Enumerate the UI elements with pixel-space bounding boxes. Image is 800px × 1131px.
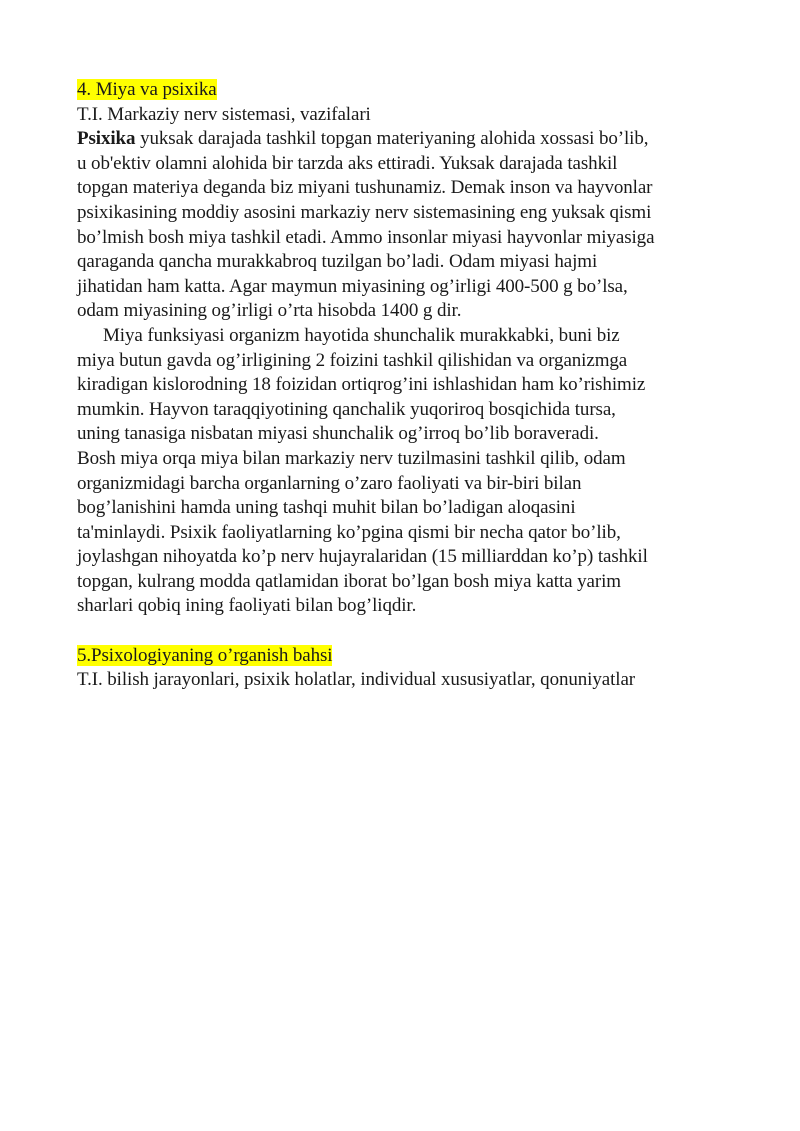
section-5-key-terms: T.I. bilish jarayonlari, psixik holatlar, individual xususiyatlar, qonuniyatlar bbox=[77, 669, 636, 691]
section-4-heading: 4. Miya va psixika bbox=[77, 79, 217, 100]
paragraph-line: organizmidagi barcha organlarning o’zaro faoliyati va bir-biri bilan bbox=[77, 472, 582, 494]
paragraph-line: u ob'ektiv olamni alohida bir tarzda aks ettiradi. Yuksak darajada tashkil bbox=[77, 152, 618, 174]
paragraph-line: mumkin. Hayvon taraqqiyotining qanchalik yuqoriroq bosqichida tursa, bbox=[77, 398, 616, 420]
paragraph-line: psixikasining moddiy asosini markaziy nerv sistemasining eng yuksak qismi bbox=[77, 201, 652, 223]
paragraph-line: odam miyasining og’irligi o’rta hisobda 1400 g dir. bbox=[77, 300, 462, 322]
paragraph-line: qaraganda qancha murakkabroq tuzilgan bo’ladi. Odam miyasi hajmi bbox=[77, 251, 598, 273]
paragraph-line: Bosh miya orqa miya bilan markaziy nerv tuzilmasini tashkil qilib, odam bbox=[77, 447, 626, 469]
paragraph-line: jihatidan ham katta. Agar maymun miyasining og’irligi 400-500 g bo’lsa, bbox=[77, 275, 628, 297]
blank-line bbox=[77, 619, 757, 644]
section-4-heading-line bbox=[77, 78, 757, 103]
section-5-heading-line bbox=[77, 644, 757, 669]
section-4-key-terms: T.I. Markaziy nerv sistemasi, vazifalari bbox=[77, 103, 371, 125]
paragraph-line: kiradigan kislorodning 18 foizidan ortiqrog’ini ishlashidan ham ko’rishimiz bbox=[77, 374, 646, 396]
paragraph-line: Miya funksiyasi organizm hayotida shunchalik murakkabki, buni biz bbox=[103, 324, 620, 346]
term-psixika: Psixika bbox=[77, 128, 136, 150]
paragraph-line: topgan materiya deganda biz miyani tushunamiz. Demak inson va hayvonlar bbox=[77, 177, 653, 199]
paragraph-line: bog’lanishini hamda uning tashqi muhit bilan bo’ladigan aloqasini bbox=[77, 497, 576, 519]
document-page bbox=[77, 78, 757, 693]
paragraph-line: Psixika yuksak darajada tashkil topgan materiyaning alohida xossasi bo’lib, bbox=[77, 128, 649, 150]
paragraph-line: miya butun gavda og’irligining 2 foizini tashkil qilishidan va organizmga bbox=[77, 349, 628, 371]
paragraph-line: topgan, kulrang modda qatlamidan iborat bo’lgan bosh miya katta yarim bbox=[77, 570, 621, 592]
section-4-paragraph-2 bbox=[77, 324, 757, 619]
paragraph-line: bo’lmish bosh miya tashkil etadi. Ammo insonlar miyasi hayvonlar miyasiga bbox=[77, 226, 655, 248]
paragraph-line: uning tanasiga nisbatan miyasi shunchalik og’irroq bo’lib boraveradi. bbox=[77, 423, 599, 445]
section-5-heading: 5.Psixologiyaning o’rganish bahsi bbox=[77, 644, 333, 666]
paragraph-line: joylashgan nihoyatda ko’p nerv hujayralaridan (15 milliarddan ko’p) tashkil bbox=[77, 546, 648, 568]
paragraph-line: ta'minlaydi. Psixik faoliyatlarning ko’pgina qismi bir necha qator bo’lib, bbox=[77, 521, 621, 543]
section-4-paragraph-1 bbox=[77, 127, 757, 324]
paragraph-line: sharlari qobiq ining faoliyati bilan bog’liqdir. bbox=[77, 595, 417, 617]
